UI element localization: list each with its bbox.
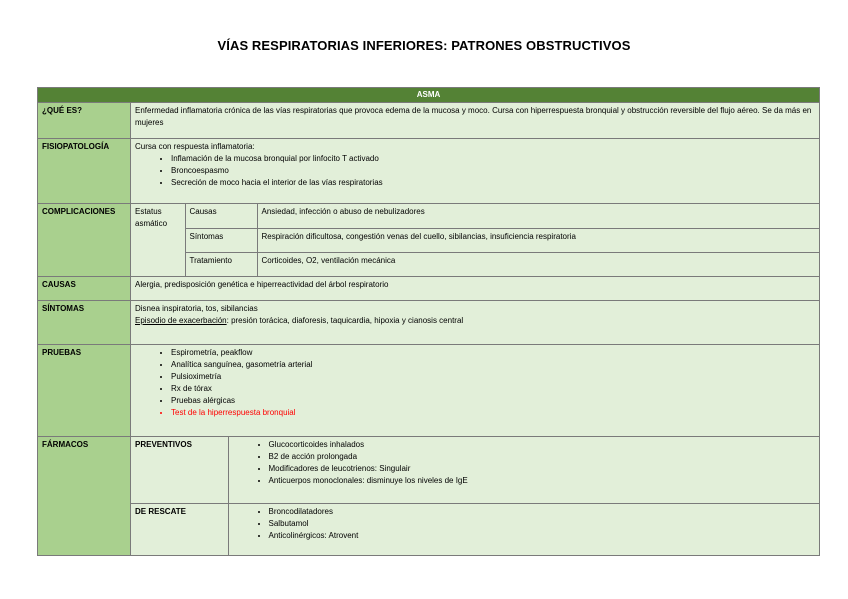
fisiopatologia-content: [131, 139, 820, 204]
table-header-row: [38, 88, 820, 103]
rescate-list: [233, 506, 816, 542]
list-item: • Pulsioximetría: [171, 371, 815, 383]
row-label-pruebas: PRUEBAS: [38, 345, 131, 437]
list-item: • Anticuerpos monoclonales: disminuye los niveles de IgE: [269, 475, 816, 487]
list-item: • B2 de acción prolongada: [269, 451, 816, 463]
preventivos-content: [228, 437, 819, 503]
row-que-es: [38, 103, 820, 139]
list-item: • Analítica sanguínea, gasometría arterial: [171, 359, 815, 371]
row-label-complicaciones: COMPLICACIONES: [38, 204, 131, 277]
complicacion-key: Causas: [185, 204, 257, 228]
complicacion-key: Síntomas: [185, 228, 257, 252]
list-item: • Rx de tórax: [171, 383, 815, 395]
row-label-farmacos: FÁRMACOS: [38, 437, 131, 556]
row-label-sintomas: SÍNTOMAS: [38, 301, 131, 345]
list-item: • Anticolinérgicos: Atrovent: [269, 530, 816, 542]
table-header: ASMA: [38, 88, 820, 103]
complicaciones-table: [131, 204, 819, 276]
pruebas-content: [131, 345, 820, 437]
que-es-text: Enfermedad inflamatoria crónica de las vías respiratorias que provoca edema de la mucosa y moco. Cursa con hiperrespuesta bronquial y obstrucción reversible del flujo aéreo. Se da más en mujeres: [131, 103, 820, 139]
episode-text: : presión torácica, diaforesis, taquicardia, hipoxia y cianosis central: [226, 316, 464, 325]
row-fisiopatologia: [38, 139, 820, 204]
document-title: VÍAS RESPIRATORIAS INFERIORES: PATRONES OBSTRUCTIVOS: [217, 38, 631, 53]
list-item: • Broncoespasmo: [171, 165, 815, 177]
complicacion-value: Respiración dificultosa, congestión venas del cuello, sibilancias, insuficiencia respiratoria: [257, 228, 819, 252]
row-farmacos: [38, 437, 820, 556]
list-item: • Espirometría, peakflow: [171, 347, 815, 359]
episode-label: Episodio de exacerbación: [135, 316, 227, 325]
estatus-asmatico-label: Estatus asmático: [131, 204, 185, 276]
complicacion-value: Corticoides, O2, ventilación mecánica: [257, 252, 819, 276]
sintomas-line: Disnea inspiratoria, tos, sibilancias: [135, 304, 258, 313]
sintomas-content: [131, 301, 820, 345]
rescate-content: [228, 503, 819, 555]
rescate-label: DE RESCATE: [131, 503, 228, 555]
asma-table: [37, 87, 820, 556]
list-item: • Salbutamol: [269, 518, 816, 530]
row-sintomas: [38, 301, 820, 345]
pruebas-list: [135, 347, 815, 419]
farmacos-table: [131, 437, 819, 555]
list-item: • Secreción de moco hacia el interior de las vías respiratorias: [171, 177, 815, 189]
list-item: • Broncodilatadores: [269, 506, 816, 518]
highlight-list-item: • Test de la hiperrespuesta bronquial: [171, 407, 815, 419]
row-causas: [38, 277, 820, 301]
causas-text: Alergia, predisposición genética e hiperreactividad del árbol respiratorio: [131, 277, 820, 301]
fisiopatologia-list: [135, 153, 815, 189]
row-complicaciones: [38, 204, 820, 277]
row-pruebas: [38, 345, 820, 437]
list-item: • Modificadores de leucotrienos: Singulair: [269, 463, 816, 475]
list-item: • Inflamación de la mucosa bronquial por linfocito T activado: [171, 153, 815, 165]
row-label-fisiopatologia: FISIOPATOLOGÍA: [38, 139, 131, 204]
complicaciones-content: [131, 204, 820, 277]
complicacion-key: Tratamiento: [185, 252, 257, 276]
complicacion-value: Ansiedad, infección o abuso de nebulizadores: [257, 204, 819, 228]
sintomas-episode: [135, 315, 815, 327]
fisiopatologia-intro: Cursa con respuesta inflamatoria:: [135, 142, 255, 151]
row-label-que-es: ¿QUÉ ES?: [38, 103, 131, 139]
preventivos-label: PREVENTIVOS: [131, 437, 228, 503]
list-item: • Pruebas alérgicas: [171, 395, 815, 407]
preventivos-list: [233, 439, 816, 487]
row-label-causas: CAUSAS: [38, 277, 131, 301]
list-item: • Glucocorticoides inhalados: [269, 439, 816, 451]
farmacos-content: [131, 437, 820, 556]
